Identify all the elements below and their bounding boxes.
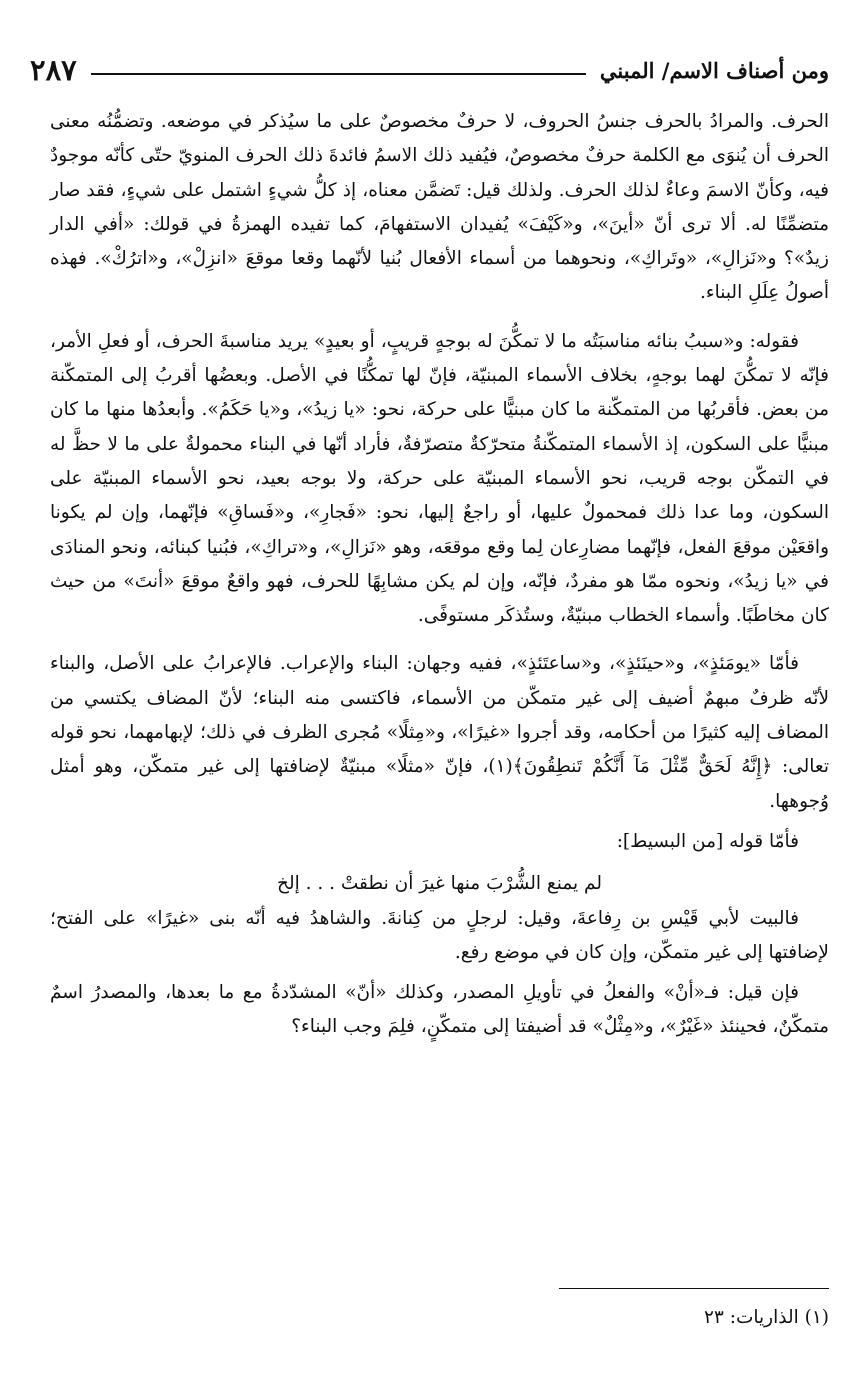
paragraph: الحرف. والمرادُ بالحرف جنسُ الحروف، لا حرفٌ مخصوصٌ على ما سيُذكر في موضعه. وتضمُّنُه معنى الحرف أن يُنوَى مع الكلمة حرفٌ مخصوصٌ، فيُفيد ذلك الاسمُ فائدةَ ذلك الحرف المنويّ حتّى كأنّه موجودٌ فيه، وكأنّ الاسمَ وعاءٌ لذلك الحرف. ولذلك قيل: تَضمَّن معناه، إذ كلُّ شيءٍ اشتمل على شيءٍ، فقد صار متضمِّنًا له. ألا ترى أنّ «أينَ»، و«كَيْفَ» يُفيدان الاستفهامَ، كما تفيده الهمزةُ في قولك: «أفي الدار زيدٌ»؟ و«نَزالِ»، «وتَراكِ»، ونحوهما من أسماء الأفعال بُنيا لأنّهما وقعا موقعَ «انزِلْ»، و«اترُكْ». فهذه أصولُ عِلَلِ البناء. (50, 111, 829, 304)
paragraph: فأمّا قوله [من البسيط]: (616, 830, 799, 852)
footnote: (١) الذاريات: ٢٣ (703, 1307, 829, 1328)
paragraph: فالبيت لأبي قَيْسِ بن رِفاعةَ، وقيل: لرجلٍ من كِنانةَ. والشاهدُ فيه أنّه بنى «غيرًا» على الفتح؛ لإضافتها إلى غير متمكّن، وإن كان في موضع رفع. (50, 907, 829, 963)
footnote-rule (559, 1288, 829, 1289)
verse-line: لم يمنع الشُّرْبَ منها غيرَ أن نطقتْ . . . إلخ (277, 873, 602, 895)
paragraph: فإن قيل: فـ«أنْ» والفعلُ في تأويلِ المصدر، وكذلك «أنّ» المشدّدةُ مع ما بعدها، والمصدرُ اسمٌ متمكّنٌ، فحينئذ «غَيْرٌ»، و«مِثْلٌ» قد أضيفتا إلى متمكّنٍ، فلِمَ وجب البناء؟ (50, 982, 829, 1038)
page-number: ٢٨٧ (30, 53, 77, 87)
paragraph: فأمّا «يومَئذٍ»، و«حينَئذٍ»، و«ساعتَئذٍ»، ففيه وجهان: البناء والإعراب. فالإعرابُ على الأصل، والبناء لأنّه ظرفٌ مبهمٌ أضيف إلى غير متمكّن من الأسماء، فاكتسى منه البناء؛ لأنّ المضاف يكتسي من المضاف إليه كثيرًا من أحكامه، وقد أجروا «غيرًا»، و«مِثلًا» مُجرى الظرف في ذلك؛ لإبهامهما، نحو قوله تعالى: ﴿إِنَّهُ لَحَقٌّ مِّثْلَ مَآ أَنَّكُمْ تَنطِقُونَ﴾(١)، فإنّ «مثلًا» مبنيّةٌ لإضافتها إلى غير متمكّن، وهو أمثل وُجوهها. (50, 653, 830, 812)
paragraph: فقوله: و«سببُ بنائه مناسبَتُه ما لا تمكُّنَ له بوجهٍ قريبٍ، أو بعيدٍ» يريد مناسبةَ الحرف، أو فعلِ الأمر، فإنّه لا تمكُّنَ لهما بوجهٍ، بخلاف الأسماء المبنيّة، فإنّ لها تمكُّنًا في الأصل. وبعضُها أقربُ إلى المتمكّنة من بعض. فأقربُها من المتمكّنة ما كان مبنيًّا على حركة، نحو: «يا زيدُ»، و«يا حَكَمُ». وأبعدُها منها ما كان مبنيًّا على السكون، إذ الأسماء المتمكّنةُ متحرّكةٌ متصرّفةٌ، فأراد أنّها في البناء محمولةٌ على ما لا حظَّ له في التمكّن بوجه قريب، نحو الأسماء المبنيّة على حركة، ولا بوجه بعيد، نحو الأسماء المبنيّة على السكون، وما عدا ذلك فمحمولٌ عليها، أو راجعٌ إليها، نحو: «فَجارِ»، و«فَساقِ» فإنّهما، وإن لم يكونا واقعَيْن موقعَ الفعل، فإنّهما مضارِعان لِما وقع موقعَه، وهو «نَزالِ»، و«تراكِ»، فبُنيا كبنائه، ونحو المنادَى في «يا زيدُ»، ونحوه ممّا هو مفردٌ، فإنّه، وإن لم يكن مشابِهًا للحرف، فهو واقعٌ موقعَ «أنتَ» من حيث كان مخاطَبًا. وأسماء الخطاب مبنيّةٌ، وستُذكَر مستوفًى. (50, 330, 829, 627)
body-text (50, 105, 829, 1045)
header-rule (91, 73, 586, 75)
running-title: ومن أصناف الاسم/ المبني (599, 57, 829, 83)
page-header (30, 50, 829, 90)
